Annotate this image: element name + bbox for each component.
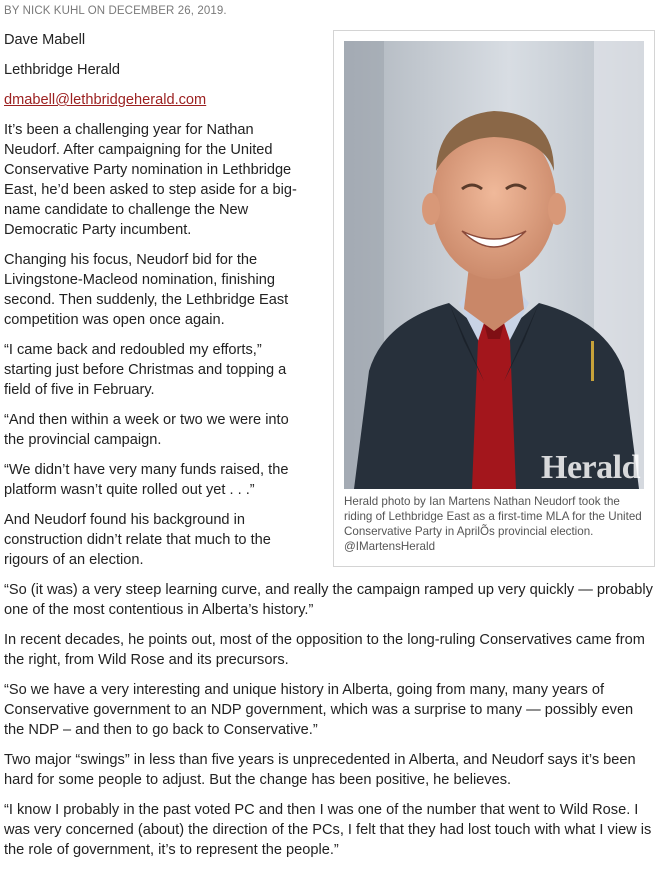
author-email-link[interactable]: dmabell@lethbridgeherald.com: [4, 92, 207, 108]
photo-caption: Herald photo by Ian Martens Nathan Neudorf took the riding of Lethbridge East as a first-time MLA for the United Conservative Party in AprilÕs provincial election. @IMartensHerald: [344, 495, 642, 553]
paragraph-6: And Neudorf found his background in construction didn’t relate that much to the rigours of an election.: [4, 512, 271, 568]
paragraph-2: Changing his focus, Neudorf bid for the Livingstone-Macleod nomination, finishing second. Then suddenly, the Lethbridge East competition was open once again.: [4, 252, 289, 328]
paragraph-10: Two major “swings” in less than five years is unprecedented in Alberta, and Neudorf says it’s been hard for some people to adjust. But the change has been positive, he believes.: [4, 752, 636, 788]
paragraph-4: “And then within a week or two we were into the provincial campaign.: [4, 412, 289, 448]
publication-name: Lethbridge Herald: [4, 62, 121, 78]
paragraph-5: “We didn’t have very many funds raised, the platform wasn’t quite rolled out yet . . .”: [4, 462, 289, 498]
paragraph-7: “So (it was) a very steep learning curve, and really the campaign ramped up very quickly — probably one of the most contentious in Alberta’s history.”: [4, 582, 653, 618]
paragraph-11: “I know I probably in the past voted PC and then I was one of the number that went to Wild Rose. I was very concerned (about) the direction of the PCs, I felt that they had lost touch with what I view is the role of government, it’s to represent the people.”: [4, 802, 652, 858]
byline: BY NICK KUHL ON DECEMBER 26, 2019.: [4, 5, 227, 17]
paragraph-3: “I came back and redoubled my efforts,” starting just before Christmas and topping a field of five in February.: [4, 342, 287, 398]
photo-figure: [333, 30, 655, 567]
paragraph-8: In recent decades, he points out, most of the opposition to the long-ruling Conservatives came from the right, from Wild Rose and its precursors.: [4, 632, 645, 668]
herald-watermark: Herald: [541, 449, 640, 486]
portrait-photo: [344, 41, 644, 489]
author-name: Dave Mabell: [4, 32, 86, 48]
paragraph-9: “So we have a very interesting and unique history in Alberta, going from many, many years of Conservative government to an NDP government, which was a surprise to many — possibly even the NDP – and then to go back to Conservative.”: [4, 682, 634, 738]
portrait-illustration: [344, 41, 644, 489]
paragraph-1: It’s been a challenging year for Nathan Neudorf. After campaigning for the United Conservative Party nomination in Lethbridge East, he’d been asked to step aside for a big-name candidate to challenge the New Democratic Party incumbent.: [4, 122, 297, 238]
article-body: [4, 30, 654, 870]
